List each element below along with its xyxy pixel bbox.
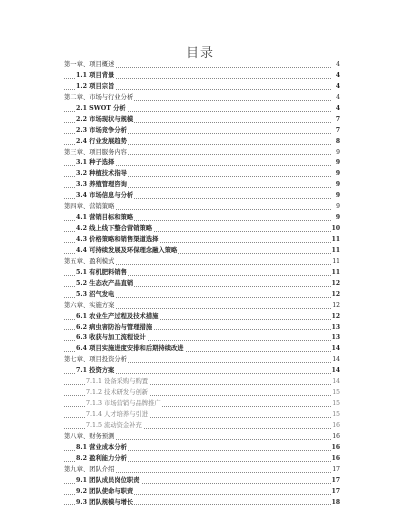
toc-page-number: 9	[335, 202, 340, 213]
toc-chapter-row[interactable]	[64, 60, 340, 71]
toc-entry-text: 3.4 市场信息与分析	[76, 192, 134, 199]
toc-entry-text: 7.1.1 设备采购与购置	[86, 378, 149, 385]
toc-section-row[interactable]	[64, 137, 340, 148]
toc-page-number: 17	[331, 476, 340, 487]
toc-chapter-row[interactable]	[64, 202, 340, 213]
table-of-contents	[64, 60, 340, 508]
toc-section-row[interactable]	[64, 191, 340, 202]
toc-page-number: 14	[331, 366, 340, 377]
toc-section-row[interactable]	[64, 224, 340, 235]
toc-section-row[interactable]	[64, 180, 340, 191]
toc-subsection-row[interactable]	[64, 421, 340, 432]
toc-entry-text: 第四章、营销策略	[64, 203, 115, 210]
toc-section-row[interactable]	[64, 158, 340, 169]
toc-entry-text: 3.2 种植技术指导	[76, 170, 128, 177]
toc-chapter-row[interactable]	[64, 432, 340, 443]
toc-entry-text: 4.4 可持续发展及环保理念融入策略	[76, 247, 178, 254]
toc-subsection-row[interactable]	[64, 410, 340, 421]
toc-page-number: 11	[331, 246, 340, 257]
toc-entry-text: 5.3 沼气发电	[76, 291, 115, 298]
toc-entry-text: 2.4 行业发展趋势	[76, 138, 128, 145]
toc-entry-text: 第九章、团队介绍	[64, 466, 115, 473]
toc-page-number: 4	[335, 71, 340, 82]
toc-entry-text: 第一章、项目概述	[64, 61, 115, 68]
toc-entry-text: 4.3 价格策略和销售渠道选择	[76, 236, 159, 243]
toc-entry-text: 第三章、项目服务内容	[64, 149, 128, 156]
toc-page-number: 10	[331, 224, 340, 235]
toc-page-number: 12	[331, 312, 340, 323]
toc-page-number: 9	[335, 191, 340, 202]
toc-page-number: 15	[331, 399, 340, 410]
toc-entry-text: 第八章、财务预测	[64, 433, 115, 440]
toc-entry-text: 6.4 项目实施进度安排和后期持续改进	[76, 345, 185, 352]
toc-title: 目录	[0, 42, 400, 61]
toc-section-row[interactable]	[64, 169, 340, 180]
toc-entry-text: 第二章、市场与行业分析	[64, 94, 134, 101]
toc-section-row[interactable]	[64, 71, 340, 82]
toc-page-number: 18	[331, 498, 340, 508]
toc-chapter-row[interactable]	[64, 301, 340, 312]
toc-entry-text: 5.2 生态农产品直销	[76, 280, 134, 287]
toc-section-row[interactable]	[64, 476, 340, 487]
toc-page-number: 9	[335, 180, 340, 191]
toc-entry-text: 9.3 团队规模与增长	[76, 499, 134, 506]
toc-entry-text: 3.1 种子选择	[76, 159, 115, 166]
toc-entry-text: 7.1.4 人才培养与引进	[86, 411, 149, 418]
toc-page-number: 17	[331, 487, 340, 498]
toc-section-row[interactable]	[64, 279, 340, 290]
toc-section-row[interactable]	[64, 312, 340, 323]
toc-entry-text: 1.1 项目背景	[76, 72, 115, 79]
toc-section-row[interactable]	[64, 235, 340, 246]
toc-section-row[interactable]	[64, 82, 340, 93]
toc-page-number: 16	[331, 421, 340, 432]
toc-entry-text: 8.2 盈利能力分析	[76, 455, 128, 462]
toc-page-number: 14	[331, 355, 340, 366]
toc-page-number: 4	[335, 82, 340, 93]
toc-section-row[interactable]	[64, 213, 340, 224]
toc-section-row[interactable]	[64, 454, 340, 465]
toc-chapter-row[interactable]	[64, 355, 340, 366]
toc-page-number: 9	[335, 213, 340, 224]
toc-page-number: 4	[335, 93, 340, 104]
toc-page-number: 8	[335, 137, 340, 148]
toc-section-row[interactable]	[64, 366, 340, 377]
toc-page-number: 12	[331, 279, 340, 290]
toc-page-number: 16	[331, 432, 340, 443]
toc-chapter-row[interactable]	[64, 465, 340, 476]
toc-page-number: 12	[331, 301, 340, 312]
toc-page-number: 11	[331, 235, 340, 246]
toc-entry-text: 6.1 农业生产过程及技术措施	[76, 313, 159, 320]
toc-page-number: 17	[331, 465, 340, 476]
toc-chapter-row[interactable]	[64, 257, 340, 268]
toc-page-number: 13	[331, 333, 340, 344]
toc-entry-text: 7.1.5 流动资金补充	[86, 422, 143, 429]
toc-section-row[interactable]	[64, 126, 340, 137]
toc-section-row[interactable]	[64, 323, 340, 334]
toc-chapter-row[interactable]	[64, 148, 340, 159]
toc-page-number: 12	[331, 290, 340, 301]
toc-entry-text: 9.2 团队使命与职责	[76, 488, 134, 495]
toc-entry-text: 2.2 市场现状与规模	[76, 116, 134, 123]
toc-section-row[interactable]	[64, 487, 340, 498]
toc-page-number: 4	[335, 104, 340, 115]
toc-entry-text: 7.1.2 技术研发与创新	[86, 389, 149, 396]
toc-page-number: 9	[335, 169, 340, 180]
toc-entry-text: 第六章、实施方案	[64, 302, 115, 309]
toc-entry-text: 8.1 营业成本分析	[76, 444, 128, 451]
toc-subsection-row[interactable]	[64, 388, 340, 399]
toc-subsection-row[interactable]	[64, 377, 340, 388]
toc-page-number: 14	[331, 344, 340, 355]
toc-subsection-row[interactable]	[64, 399, 340, 410]
toc-section-row[interactable]	[64, 268, 340, 279]
toc-section-row[interactable]	[64, 115, 340, 126]
toc-entry-text: 9.1 团队成员岗位职责	[76, 477, 141, 484]
toc-chapter-row[interactable]	[64, 93, 340, 104]
toc-page-number: 15	[331, 388, 340, 399]
toc-section-row[interactable]	[64, 344, 340, 355]
toc-page-number: 9	[335, 148, 340, 159]
toc-section-row[interactable]	[64, 104, 340, 115]
toc-entry-text: 6.2 病虫害防治与管理措施	[76, 324, 153, 331]
toc-entry-text: 第五章、盈利模式	[64, 258, 115, 265]
toc-entry-text: 1.2 项目宗旨	[76, 83, 115, 90]
toc-section-row[interactable]	[64, 290, 340, 301]
toc-section-row[interactable]	[64, 333, 340, 344]
toc-page-number: 9	[335, 158, 340, 169]
toc-page-number: 14	[331, 377, 340, 388]
toc-page-number: 16	[331, 454, 340, 465]
toc-page-number: 7	[335, 126, 340, 137]
toc-page-number: 11	[331, 268, 340, 279]
toc-entry-text: 6.3 收获与加工流程设计	[76, 334, 147, 341]
toc-page-number: 13	[331, 323, 340, 334]
toc-page-number: 16	[331, 443, 340, 454]
toc-entry-text: 4.1 营销目标和策略	[76, 214, 134, 221]
toc-section-row[interactable]	[64, 246, 340, 257]
toc-page-number: 15	[331, 410, 340, 421]
toc-entry-text: 7.1.3 市场营销与品牌推广	[86, 400, 162, 407]
toc-section-row[interactable]	[64, 443, 340, 454]
toc-entry-text: 2.1 SWOT 分析	[76, 105, 127, 112]
toc-entry-text: 2.3 市场竞争分析	[76, 127, 128, 134]
toc-section-row[interactable]	[64, 498, 340, 508]
toc-page-number: 4	[335, 60, 340, 71]
toc-entry-text: 4.2 线上线下整合营销策略	[76, 225, 153, 232]
toc-entry-text: 第七章、项目投资分析	[64, 356, 128, 363]
toc-page-number: 7	[335, 115, 340, 126]
toc-entry-text: 3.3 养殖管理咨询	[76, 181, 128, 188]
toc-entry-text: 7.1 投资方案	[76, 367, 115, 374]
toc-entry-text: 5.1 有机肥料销售	[76, 269, 128, 276]
toc-page-number: 11	[331, 257, 340, 268]
